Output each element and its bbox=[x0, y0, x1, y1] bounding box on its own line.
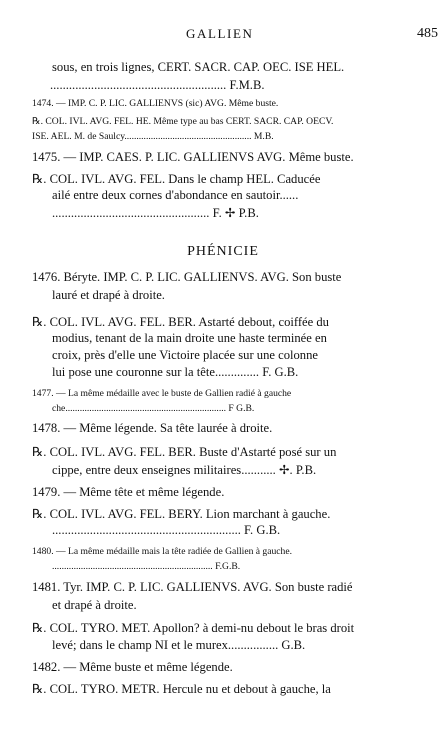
text-line: 1481. Tyr. IMP. C. P. LIC. GALLIENVS. AVG. Son buste radié bbox=[32, 580, 353, 594]
text-line: 1476. Béryte. IMP. C. P. LIC. GALLIENVS. AVG. Son buste bbox=[32, 270, 342, 284]
text-line: 1475. — IMP. CAES. P. LIC. GALLIENVS AVG. Même buste. bbox=[32, 150, 354, 164]
page-number: 485 bbox=[417, 26, 438, 41]
text-line: 1478. — Même légende. Sa tête laurée à droite. bbox=[32, 421, 273, 435]
text-line: ailé entre deux cornes d'abondance en sautoir...... bbox=[52, 188, 299, 202]
text-line: ℞. COL. IVL. AVG. FEL. BERY. Lion marchant à gauche. bbox=[32, 507, 331, 521]
text-line: 1482. — Même buste et même légende. bbox=[32, 660, 233, 674]
text-line: .................................................. F. ✢ P.B. bbox=[52, 206, 259, 220]
running-header bbox=[0, 26, 446, 46]
text-line: ℞. COL. IVL. AVG. FEL. BER. Buste d'Astarté posé sur un bbox=[32, 445, 337, 459]
text-line: cippe, entre deux enseignes militaires........... ✢. P.B. bbox=[52, 463, 317, 477]
text-line: ................................................................... F.G.B. bbox=[52, 561, 241, 572]
text-line: 1474. — IMP. C. P. LIC. GALLIENVS (sic) AVG. Même buste. bbox=[32, 98, 279, 109]
text-line: ℞. COL. TYRO. MET. Apollon? à demi-nu debout le bras droit bbox=[32, 621, 355, 635]
text-line: 1477. — La même médaille avec le buste de Gallien radié à gauche bbox=[32, 388, 292, 399]
text-line: ℞. COL. IVL. AVG. FEL. HE. Même type au bas CERT. SACR. CAP. OECV. bbox=[32, 116, 334, 127]
text-line: lui pose une couronne sur la tête.............. F. G.B. bbox=[52, 365, 299, 379]
section-heading: PHÉNICIE bbox=[187, 244, 259, 259]
text-line: ............................................................ F. G.B. bbox=[52, 523, 281, 537]
text-line: ........................................................ F.M.B. bbox=[50, 78, 265, 92]
text-line: sous, en trois lignes, CERT. SACR. CAP. OEC. ISE HEL. bbox=[52, 60, 345, 74]
text-line: ℞. COL. TYRO. METR. Hercule nu et debout à gauche, la bbox=[32, 682, 331, 696]
text-line: et drapé à droite. bbox=[52, 598, 137, 612]
text-line: 1480. — La même médaille mais la tête radiée de Gallien à gauche. bbox=[32, 546, 292, 557]
text-line: ℞. COL. IVL. AVG. FEL. BER. Astarté debout, coiffée du bbox=[32, 315, 329, 329]
text-line: modius, tenant de la main droite une haste terminée en bbox=[52, 331, 327, 345]
header-title: GALLIEN bbox=[186, 26, 254, 41]
text-line: lauré et drapé à droite. bbox=[52, 288, 165, 302]
text-line: levé; dans le champ NI et le murex................ G.B. bbox=[52, 638, 306, 652]
text-line: 1479. — Même tête et même légende. bbox=[32, 485, 225, 499]
text-line: croix, près d'elle une Victoire placée sur une colonne bbox=[52, 348, 318, 362]
text-line: ℞. COL. IVL. AVG. FEL. Dans le champ HEL. Caducée bbox=[32, 172, 321, 186]
text-line: che................................................................... F G.B. bbox=[52, 403, 255, 414]
text-line: ISE. AEL. M. de Saulcy..................................................... M.B. bbox=[32, 131, 274, 142]
